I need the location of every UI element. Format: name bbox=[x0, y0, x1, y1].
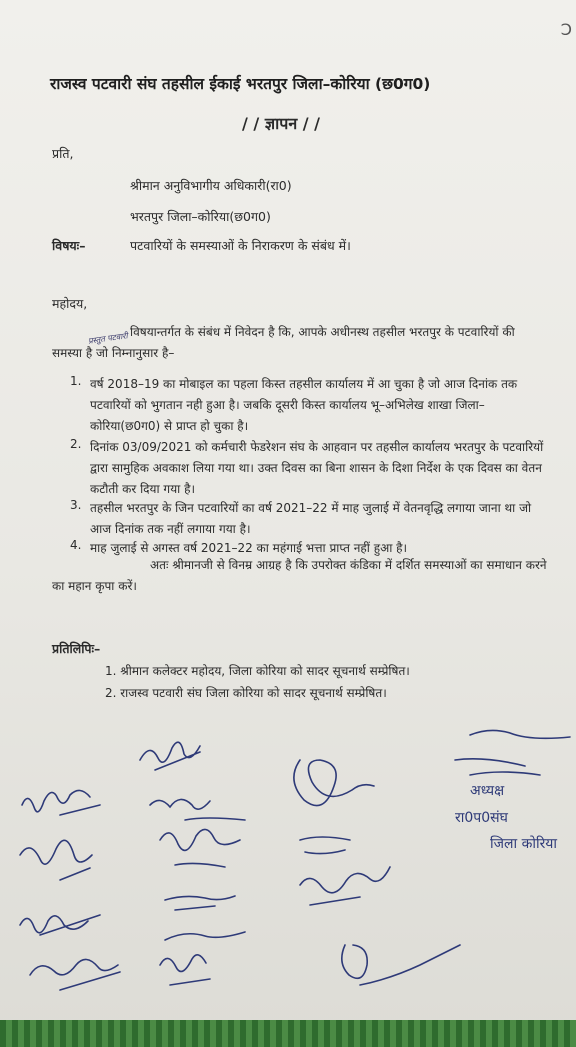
page-corner-mark: Ↄ bbox=[560, 20, 572, 39]
signature-note-org: रा0प0संघ bbox=[455, 810, 508, 826]
intro-paragraph: विषयान्तर्गत के संबंध में निवेदन है कि, आपके अधीनस्थ तहसील भरतपुर के पटवारियों की समस्या है जो निम्नानुसार है– bbox=[52, 325, 515, 360]
copy-item: 2. राजस्व पटवारी संघ जिला कोरिया को सादर सूचनार्थ सम्प्रेषित। bbox=[105, 686, 387, 700]
closing-paragraph: अतः श्रीमानजी से विनम्र आग्रह है कि उपरोक्त कंडिका में दर्शित समस्याओं का समाधान करने का महान कृपा करें। bbox=[52, 558, 547, 593]
signature bbox=[294, 760, 374, 806]
subject-label: विषयः– bbox=[52, 238, 86, 253]
signature-note-district: जिला कोरिया bbox=[490, 836, 558, 852]
copy-item: 1. श्रीमान कलेक्टर महोदय, जिला कोरिया को सादर सूचनार्थ सम्प्रेषित। bbox=[105, 664, 410, 678]
signature bbox=[22, 790, 100, 815]
salutation: महोदय, bbox=[52, 296, 88, 311]
signature bbox=[20, 915, 100, 935]
intro-handwritten-note: प्रस्तुत पटवारी bbox=[87, 331, 129, 346]
background-surface bbox=[0, 1020, 576, 1047]
signature bbox=[30, 959, 120, 990]
addressee-line-1: श्रीमान अनुविभागीय अधिकारी(रा0) bbox=[130, 178, 292, 193]
addressee-line-2: भरतपुर जिला–कोरिया(छ0ग0) bbox=[130, 209, 271, 224]
signature bbox=[300, 867, 390, 905]
signature bbox=[140, 742, 200, 770]
point-text: वर्ष 2018–19 का मोबाइल का पहला किस्त तहसील कार्यालय में आ चुका है जो आज दिनांक तक पटवारियों को भुगतान नही हुआ है। जबकि दूसरी किस्त कार्यालय भू–अभिलेख शाखा जिला–कोरिया(छ0ग0) से प्राप्त हो चुका है। bbox=[90, 377, 518, 433]
point-text: दिनांक 03/09/2021 को कर्मचारी फेडरेशन संघ के आहवान पर तहसील कार्यालय भरतपुर के पटवारियों द्वारा सामुहिक अवकाश लिया गया था। उक्त दिवस का बिना शासन के दिशा निर्देश के एक दिवस का वेतन कटौती कर दिया गया है। bbox=[90, 440, 544, 496]
point-number: 4. bbox=[70, 538, 82, 552]
document-title: राजस्व पटवारी संघ तहसील ईकाई भरतपुर जिला–कोरिया (छ0ग0) bbox=[50, 75, 431, 93]
signature bbox=[455, 730, 570, 775]
point-text: माह जुलाई से अगस्त वर्ष 2021–22 का महंगाई भत्ता प्राप्त नहीं हुआ है। bbox=[90, 541, 408, 555]
point-number: 2. bbox=[70, 437, 82, 451]
signature bbox=[165, 932, 245, 940]
signature bbox=[342, 945, 460, 985]
signature bbox=[20, 840, 92, 880]
point-number: 3. bbox=[70, 498, 82, 512]
point-text: तहसील भरतपुर के जिन पटवारियों का वर्ष 2021–22 में माह जुलाई में वेतनवृद्धि लगाया जाना था जो आज दिनांक तक नहीं लगाया गया है। bbox=[90, 501, 532, 536]
memo-label: / / ज्ञापन / / bbox=[242, 114, 321, 133]
signature bbox=[165, 896, 235, 910]
addressee-prefix: प्रति, bbox=[52, 146, 74, 161]
signature bbox=[300, 837, 350, 854]
subject-text: पटवारियों के समस्याओं के निराकरण के संबंध में। bbox=[130, 238, 351, 253]
signature bbox=[150, 799, 245, 820]
signature bbox=[160, 955, 210, 985]
signature-note-president: अध्यक्ष bbox=[470, 783, 505, 799]
signature bbox=[160, 829, 240, 867]
point-number: 1. bbox=[70, 374, 82, 388]
copy-label: प्रतिलिपिः– bbox=[52, 641, 101, 656]
